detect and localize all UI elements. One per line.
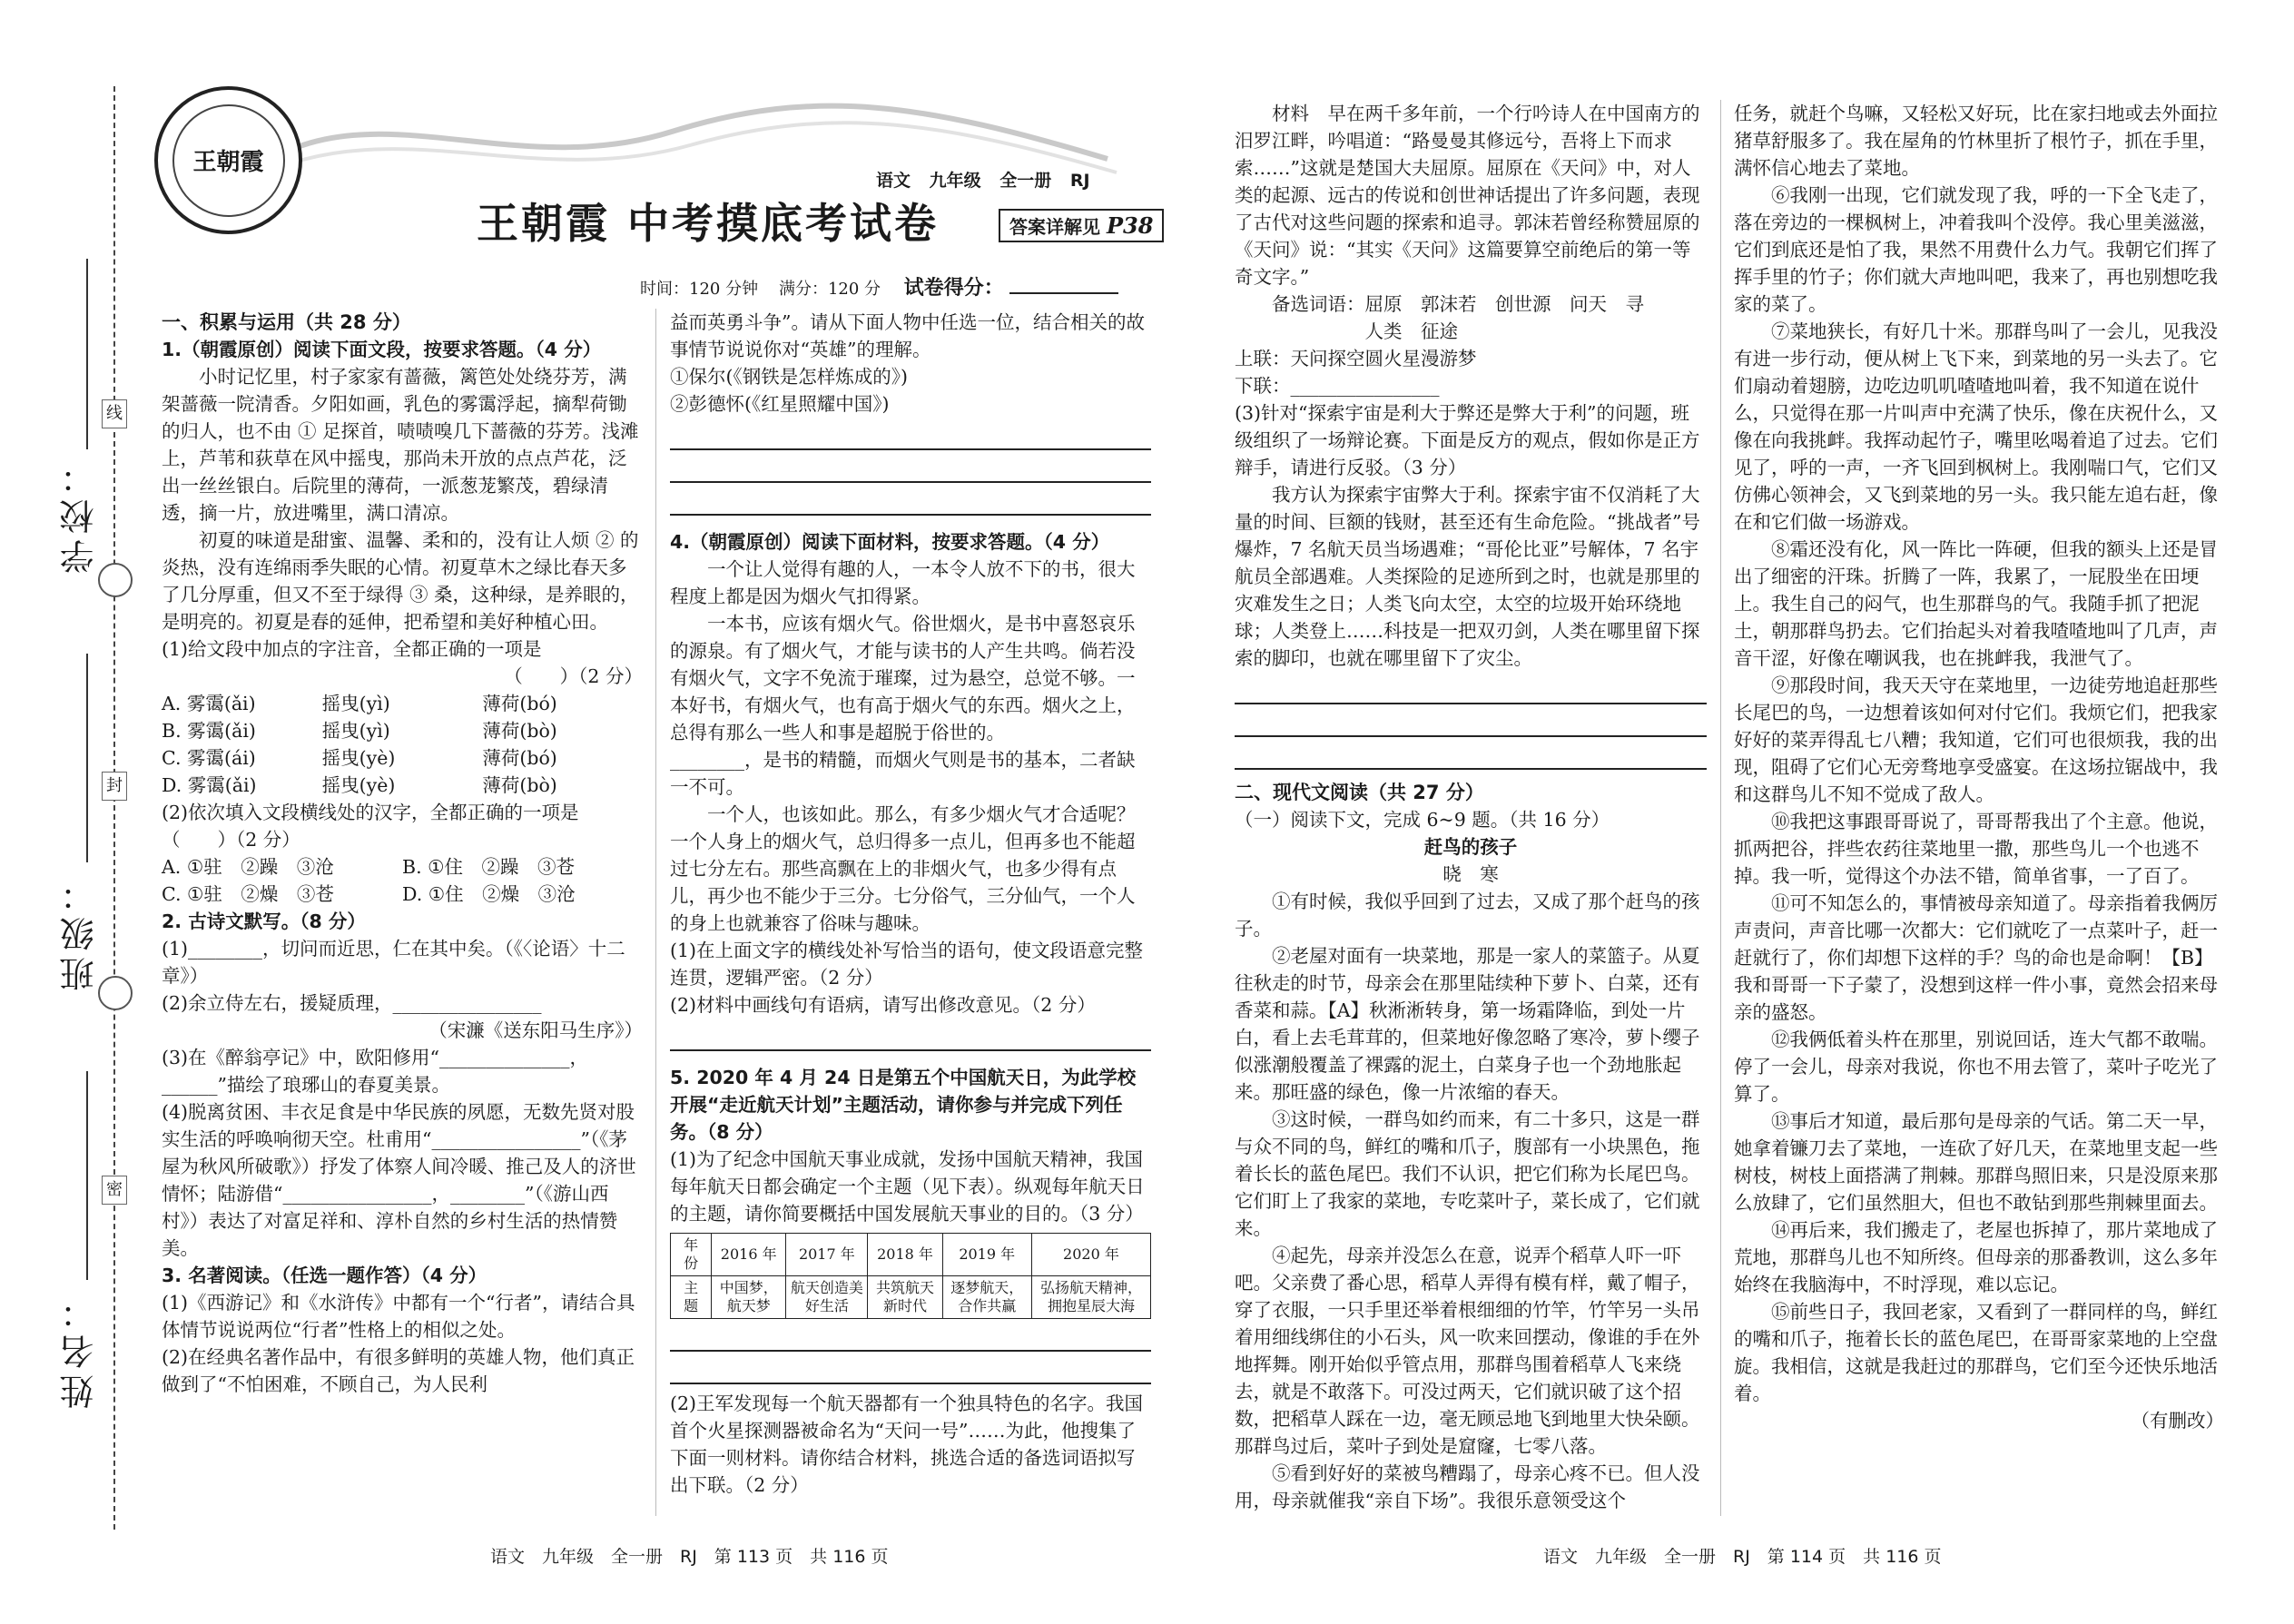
question-text: (1)给文段中加点的字注音，全都正确的一项是: [162, 638, 542, 660]
story-paragraph: ②老屋对面有一块菜地，那是一家人的菜篮子。从夏往秋走的时节，母亲会在那里陆续种下萝卜、白菜，还有香菜和蒜。【A】秋淅淅转身，第一场霜降临，到处一片白，看上去毛茸茸的，但菜地好像忽略了寒冷，萝卜缨子似涨潮般覆盖了裸露的泥土，白菜身子也一个劲地胀起来。那旺盛的绿色，像一片浓缩的春天。: [1235, 945, 1700, 1103]
story-title: 赶鸟的孩子: [1423, 836, 1518, 858]
answer-line[interactable]: [670, 456, 1151, 483]
question-5-heading: 5. 2020 年 4 月 24 日是第五个中国航天日，为此学校开展“走近航天计划”主题活动，请你参与并完成下列任务。（8 分）: [670, 1067, 1137, 1143]
fill-blank[interactable]: ________，是书的精髓，而烟火气则是书的基本，二者缺一不可。: [670, 749, 1136, 798]
column-2: [670, 309, 1151, 1499]
story-paragraph: ⑥我刚一出现，它们就发现了我，呼的一下全飞走了，落在旁边的一棵枫树上，冲着我叫个没停。我心里美滋滋，它们到底还是怕了我，果然不用费什么力气。我朝它们挥了挥手里的竹子；你们就大声地叫吧，我来了，再也别想吃我家的菜了。: [1734, 184, 2218, 315]
answer-line[interactable]: [670, 1357, 1151, 1384]
section-heading: 一、积累与运用（共 28 分）: [162, 311, 411, 333]
answer-line[interactable]: [1235, 710, 1707, 737]
score-field[interactable]: [1009, 292, 1118, 294]
passage-paragraph: 小时记忆里，村子家家有蔷薇，篱笆处处绕芬芳，满架蔷薇一院清香。夕阳如画，乳色的雾霭浮起，摘犁荷锄的归人，也不由 ① 足探首，啧啧嗅几下蔷薇的芬芳。浅滩上，芦苇和荻草在风中摇曳，那尚未开放的点点芦花，泛出一丝丝银白。后院里的薄荷，一派葱茏繁茂，碧绿清透，摘一片，放进嘴里，满口清凉。: [162, 366, 639, 524]
binding-margin: [0, 0, 154, 1624]
story-paragraph: ⑪可不知怎么的，事情被母亲知道了。母亲指着我俩厉声责问，声音比哪一次都大：它们就吃了一点菜叶子，赶一赶就行了，你们却想下这样的手？鸟的命也是命啊！【B】我和哥哥一下子蒙了，没想到这样一件小事，竟然会招来母亲的盛怒。: [1734, 892, 2218, 1023]
passage-paragraph: 一个让人觉得有趣的人，一本令人放不下的书，很大程度上都是因为烟火气扣得紧。: [670, 558, 1136, 607]
brand-logo-text: 王朝霞: [172, 104, 285, 217]
answer-line[interactable]: [670, 1024, 1151, 1051]
candidate-words: 备选词语：屈原 郭沫若 创世源 问天 寻: [1272, 293, 1644, 315]
tag-edition: RJ: [1069, 171, 1090, 191]
option-row[interactable]: C. 雾霭(ái) 摇曳(yè) 薄荷(bó): [162, 747, 557, 769]
answer-line[interactable]: [670, 1324, 1151, 1352]
column-4: [1734, 100, 2224, 1434]
class-field[interactable]: [86, 654, 88, 862]
passage-paragraph: 一本书，应该有烟火气。俗世烟火，是书中喜怒哀乐的源泉。有了烟火气，才能与读书的人产生共鸣。倘若没有烟火气，文字不免流于璀璨，过为悬空，总觉不够。一本好书，有烟火气，也有高于烟火气的东西。烟火之上，总得有那么一些人和事是超脱于俗世的。: [670, 613, 1136, 743]
fill-blank[interactable]: (1)________，切问而近思，仁在其中矣。（《〈论语〉十二章》）: [162, 938, 625, 987]
exam-full-score: 满分：120 分: [778, 280, 881, 299]
table-row: 主 题 中国梦，航天梦 航天创造美好生活 共筑航天新时代 逐梦航天，合作共赢 弘扬航天精神，拥抱星辰大海: [671, 1276, 1151, 1319]
answer-ref-label: 答案详解见: [1009, 216, 1100, 238]
page-footer-right: 语文 九年级 全一册 RJ 第 114 页 共 116 页: [1543, 1547, 1942, 1567]
material-paragraph: 材料 早在两千多年前，一个行吟诗人在中国南方的汨罗江畔，吟唱道：“路曼曼其修远兮，吾将上下而求索……”这就是楚国大夫屈原。屈原在《天问》中，对人类的起源、远古的传说和创世神话提出了许多问题，表现了古代对这些问题的探索和追寻。郭沫若曾经称赞屈原的《天问》说：“其实《天问》这篇要算空前绝后的第一等奇文字。”: [1235, 103, 1700, 288]
story-author: 晓 寒: [1442, 863, 1499, 885]
subject-tags: [876, 167, 1103, 192]
passage-paragraph: 初夏的味道是甜蜜、温馨、柔和的，没有让人烦 ② 的炎热，没有连绵雨季失眠的心情。初夏草木之绿比春天多了几分厚重，但又不至于绿得 ③ 桑，这种绿，是养眼的，是明亮的。初夏是春的延伸，把希望和美好种植心田。: [162, 529, 639, 633]
table-header-row: 年 份 2016 年 2017 年 2018 年 2019 年 2020 年: [671, 1234, 1151, 1276]
question-text: (3)针对“探索宇宙是利大于弊还是弊大于利”的问题，班级组织了一场辩论赛。下面是反方的观点，假如你是正方辩手，请进行反驳。（3 分）: [1235, 402, 1700, 478]
brand-logo: [154, 86, 302, 234]
story-paragraph: ⑭再后来，我们搬走了，老屋也拆掉了，那片菜地成了荒地，那群鸟儿也不知所终。但母亲的那番教训，这么多年始终在我脑海中，不时浮现，难以忘记。: [1734, 1219, 2218, 1295]
section-heading: 二、现代文阅读（共 27 分）: [1235, 782, 1484, 803]
fill-blank[interactable]: (2)余立侍左右，援疑质理，________________: [162, 992, 542, 1014]
option-row[interactable]: A. ①驻 ②躁 ③沧 B. ①住 ②躁 ③苍: [162, 856, 575, 878]
answer-line[interactable]: [1235, 743, 1707, 770]
story-paragraph: ⑨那段时间，我天天守在菜地里，一边徒劳地追赶那些长尾巴的鸟，一边想着该如何对付它们。我烦它们，把我家好好的菜弄得乱七八糟；我知道，它们可也很烦我，我的出现，阻碍了它们心无旁骛地享受盛宴。在这场拉锯战中，我和这群鸟儿不知不觉成了敌人。: [1734, 674, 2218, 805]
binding-mark-xian: 线: [102, 399, 127, 428]
exam-meta: [640, 272, 1118, 300]
source-note: （宋濂《送东阳马生序》）: [428, 1019, 643, 1041]
edit-note: （有删改）: [2131, 1410, 2224, 1432]
debate-paragraph: 我方认为探索宇宙弊大于利。探索宇宙不仅消耗了大量的时间、巨额的钱财，甚至还有生命危险。“挑战者”号爆炸，7 名航天员当场遇难；“哥伦比亚”号解体，7 名宇航员全部遇难。人类探险的足迹所到之时，也就是那里的灾难发生之日；人类飞向太空，太空的垃圾开始环绕地球；人类登上……科技是一把双刃剑，人类在哪里留下探索的脚印，也就在哪里留下了灾尘。: [1235, 484, 1700, 669]
story-paragraph: ⑮前些日子，我回老家，又看到了一群同样的鸟，鲜红的嘴和爪子，拖着长长的蓝色尾巴，在哥哥家菜地的上空盘旋。我相信，这就是我赶过的那群鸟，它们至今还快乐地活着。: [1734, 1301, 2218, 1404]
question-text: (2)材料中画线句有语病，请写出修改意见。（2 分）: [670, 994, 1096, 1016]
option-row[interactable]: B. 雾霭(ǎi) 摇曳(yì) 薄荷(bò): [162, 720, 557, 742]
answer-slot[interactable]: （ ）（2 分）: [504, 665, 643, 687]
column-divider: [655, 309, 656, 1516]
score-label: 试卷得分：: [903, 277, 1004, 300]
couplet-upper: 上联：天问探空圆火星漫游梦: [1235, 348, 1477, 369]
tag-volume: 全一册: [999, 171, 1052, 191]
answer-reference: [999, 209, 1164, 242]
binding-mark-feng: 封: [102, 772, 127, 801]
brand-name: 王朝霞: [477, 199, 610, 248]
story-paragraph: ①有时候，我似乎回到了过去，又成了那个赶鸟的孩子。: [1235, 891, 1700, 940]
answer-line[interactable]: [670, 488, 1151, 516]
couplet-lower[interactable]: 下联：________________: [1235, 375, 1440, 397]
question-text: (2)王军发现每一个航天器都有一个独具特色的名字。我国首个火星探测器被命名为“天问一号”……为此，他搜集了下面一则材料。请你结合材料，挑选合适的备选词语拟写出下联。（2 分）: [670, 1393, 1144, 1496]
binding-dashed-line: [113, 86, 115, 1530]
question-2-heading: 2. 古诗文默写。（8 分）: [162, 910, 366, 932]
story-paragraph: ④起先，母亲并没怎么在意，说弄个稻草人吓一吓吧。父亲费了番心思，稻草人弄得有模有样，戴了帽子，穿了衣服，一只手里还举着根细细的竹竿，竹竿另一头吊着用细线绑住的小石头，风一吹来回摆动，像谁的手在外地挥舞。刚开始似乎管点用，那群鸟围着稻草人飞来绕去，就是不敢落下。可没过两天，它们就识破了这个招数，把稻草人踩在一边，毫无顾忌地飞到地里大快朵颐。那群鸟过后，菜叶子到处是窟窿，七零八落。: [1235, 1245, 1700, 1457]
name-label: 姓名：: [60, 1289, 100, 1409]
column-3: [1235, 100, 1707, 1514]
story-paragraph: ⑬事后才知道，最后那句是母亲的气话。第二天一早，她拿着镰刀去了菜地，一连砍了好几天，在菜地里支起一些树枝，树枝上面搭满了荆棘。那群鸟照旧来，只是没原来那么放肆了，它们虽然胆大，但也不敢钻到那些荆棘里面去。: [1734, 1110, 2218, 1214]
story-paragraph: ⑩我把这事跟哥哥说了，哥哥帮我出了个主意。他说，抓两把谷，拌些农药往菜地里一撒，那些鸟儿一个也逃不掉。我一听，觉得这个办法不错，简单省事，一了百了。: [1734, 811, 2218, 887]
question-4-heading: 4.（朝霞原创）阅读下面材料，按要求答题。（4 分）: [670, 531, 1110, 553]
fill-blank[interactable]: (4)脱离贫困、丰衣足食是中华民族的夙愿，无数先贤对股实生活的呼唤响彻天空。杜甫用“________________”（《茅屋为秋风所破歌》）抒发了体察人间冷暖、推己及人的济世情怀；陆游借“________________，________”（《游山西村》）表达了对富足祥和、淳朴自然的乡村生活的热情赞美。: [162, 1101, 636, 1259]
exam-time: 时间：120 分钟: [640, 280, 759, 299]
page-footer-left: 语文 九年级 全一册 RJ 第 113 页 共 116 页: [490, 1547, 889, 1567]
answer-line[interactable]: [670, 423, 1151, 450]
choice-item[interactable]: ②彭德怀(《红星照耀中国》): [670, 393, 890, 415]
tag-subject: 语文: [876, 171, 911, 191]
part-heading: （一）阅读下文，完成 6~9 题。（共 16 分）: [1235, 809, 1610, 831]
question-text: (1)为了纪念中国航天事业成就，发扬中国航天精神，我国每年航天日都会确定一个主题（见下表）。纵观每年航天日的主题，请你简要概括中国发展航天事业的目的。（3 分）: [670, 1148, 1145, 1225]
school-field[interactable]: [86, 259, 88, 449]
column-divider: [1720, 100, 1721, 1516]
column-1: [162, 309, 643, 1398]
paper-title: [477, 191, 939, 251]
school-label: 学校：: [60, 454, 100, 574]
question-text: (2)依次填入文段横线处的汉字，全都正确的一项是（ ）（2 分）: [162, 802, 579, 851]
class-label: 班级：: [60, 871, 100, 991]
answer-line[interactable]: [1235, 677, 1707, 704]
passage-paragraph: 一个人，也该如此。那么，有多少烟火气才合适呢？一个人身上的烟火气，总归得多一点儿，但再多也不能超过七分左右。那些高飘在上的非烟火气，也多少得有点儿，再少也不能少于三分。七分俗气，三分仙气，一个人的身上也就兼容了俗味与趣味。: [670, 803, 1136, 934]
story-paragraph: ⑤看到好好的菜被鸟糟蹋了，母亲心疼不已。但人没用，母亲就催我“亲自下场”。我很乐意领受这个: [1235, 1462, 1700, 1511]
question-3-heading: 3. 名著阅读。（任选一题作答）（4 分）: [162, 1265, 487, 1286]
question-text: (2)在经典名著作品中，有很多鲜明的英雄人物，他们真正做到了“不怕困难，不顾自己，为人民利: [162, 1346, 635, 1395]
story-paragraph: ⑦菜地狭长，有好几十米。那群鸟叫了一会儿，见我没有进一步行动，便从树上飞下来，到菜地的另一头去了。它们扇动着翅膀，边吃边叽叽喳喳地叫着，我不知道在说什么，只觉得在那一片叫声中充满了快乐，像在庆祝什么，又像在向我挑衅。我挥动起竹子，嘴里吆喝着追了过去。它们见了，呼的一声，一齐飞回到枫树上。我刚喘口气，它们又仿佛心领神会，又飞到菜地的另一头。我只能左追右赶，像在和它们做一场游戏。: [1734, 320, 2218, 533]
story-paragraph: ③这时候，一群鸟如约而来，有二十多只，这是一群与众不同的鸟，鲜红的嘴和爪子，腹部有一小块黑色，拖着长长的蓝色尾巴。我们不认识，把它们称为长尾巴鸟。它们盯上了我家的菜地，专吃菜叶子，菜长成了，它们就来。: [1235, 1108, 1700, 1239]
option-row[interactable]: C. ①驻 ②燥 ③苍 D. ①住 ②燥 ③沧: [162, 883, 576, 905]
choice-item[interactable]: ①保尔(《钢铁是怎样炼成的》): [670, 366, 908, 388]
question-text: (1)在上面文字的横线处补写恰当的语句，使文段语意完整连贯，逻辑严密。（2 分）: [670, 940, 1144, 989]
exam-title: 中考摸底考试卷: [627, 199, 940, 248]
story-paragraph: ⑧霜还没有化，风一阵比一阵硬，但我的额头上还是冒出了细密的汗珠。折腾了一阵，我累了，一屁股坐在田埂上。我生自己的闷气，也生那群鸟的气。我随手抓了把泥土，朝那群鸟扔去。它们抬起头对着我喳喳地叫了几声，声音干涩，好像在嘲讽我，也在挑衅我，我泄气了。: [1734, 538, 2218, 669]
question-text: (1)《西游记》和《水浒传》中都有一个“行者”，请结合具体情节说说两位“行者”性格上的相似之处。: [162, 1292, 635, 1341]
option-row[interactable]: A. 雾霭(ǎi) 摇曳(yì) 薄荷(bó): [162, 693, 557, 714]
question-text: 益而英勇斗争”。请从下面人物中任选一位，结合相关的故事情节说说你对“英雄”的理解。: [670, 311, 1145, 360]
tag-grade: 九年级: [929, 171, 981, 191]
binding-mark-mi: 密: [102, 1176, 127, 1205]
theme-table: [670, 1233, 1151, 1319]
question-1-heading: 1.（朝霞原创）阅读下面文段，按要求答题。（4 分）: [162, 339, 602, 360]
name-field[interactable]: [86, 1071, 88, 1280]
story-paragraph: ⑫我俩低着头杵在那里，别说回话，连大气都不敢喘。停了一会儿，母亲对我说，你也不用去管了，菜叶子吃光了算了。: [1734, 1029, 2218, 1105]
fill-blank[interactable]: (3)在《醉翁亭记》中，欧阳修用“______________，______”描绘了琅琊山的春夏美景。: [162, 1047, 589, 1096]
candidate-words: 人类 征途: [1364, 320, 1458, 342]
option-row[interactable]: D. 雾霭(ǎi) 摇曳(yè) 薄荷(bò): [162, 774, 557, 796]
answer-ref-page: P38: [1106, 212, 1154, 239]
story-paragraph: 任务，就赶个鸟嘛，又轻松又好玩，比在家扫地或去外面拉猪草舒服多了。我在屋角的竹林里折了根竹子，抓在手里，满怀信心地去了菜地。: [1734, 103, 2218, 179]
